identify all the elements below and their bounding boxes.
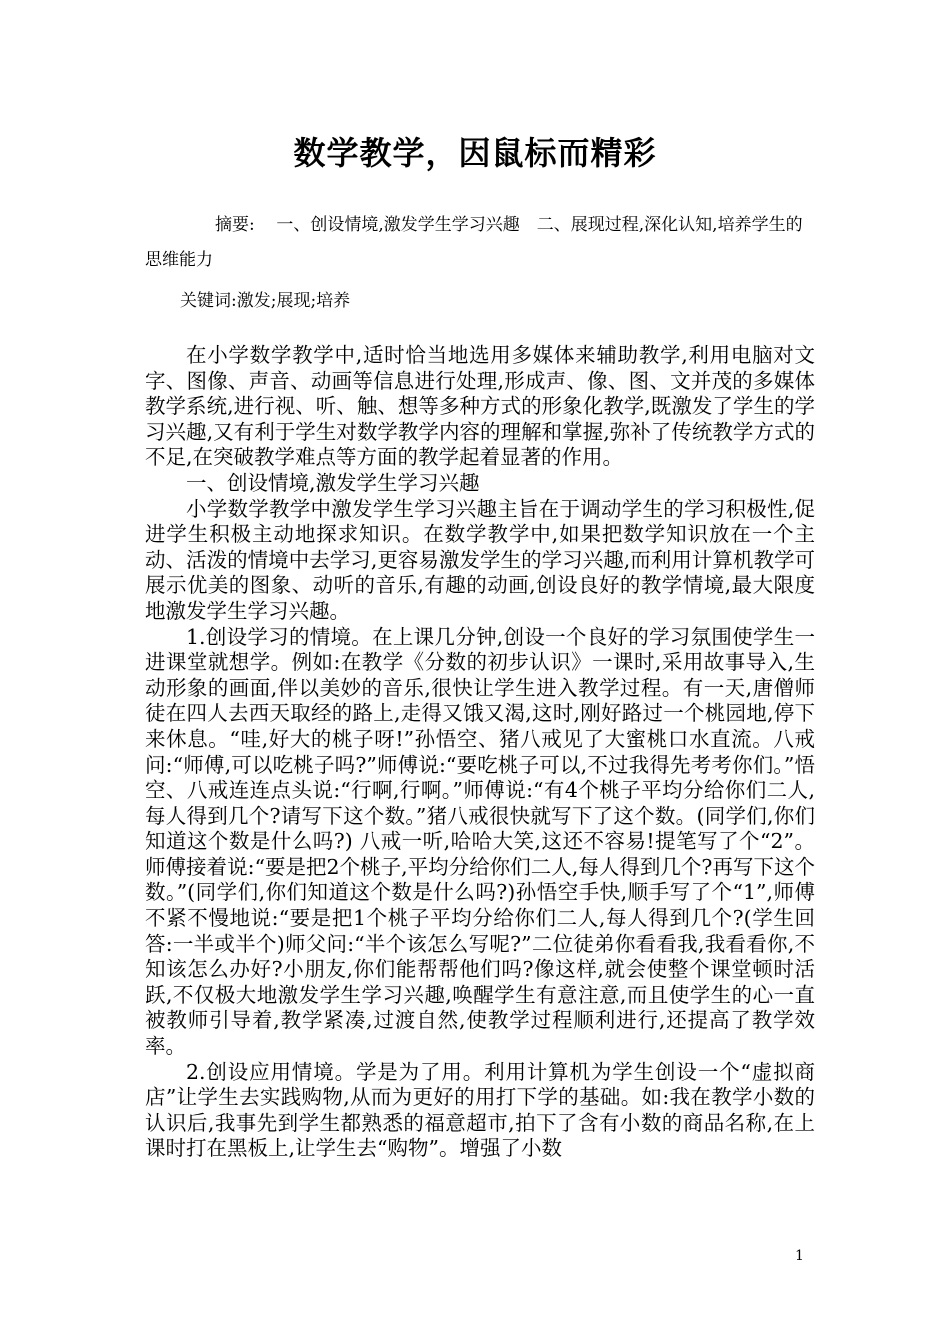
section-heading-1: 一、创设情境,激发学生学习兴趣 xyxy=(186,470,480,495)
paragraph-intro: 在小学数学教学中,适时恰当地选用多媒体来辅助教学,利用电脑对文字、图像、声音、动画等信息进行处理,形成声、像、图、文并茂的多媒体教学系统,进行视、听、触、想等多种方式的形象化教学,既激发了学生的学习兴趣,又有利于学生对数学教学内容的理解和掌握,弥补了传统教学方式的不足,在突破教学难点等方面的教学起着显著的作用。 xyxy=(145,343,815,470)
abstract-label: 摘要: xyxy=(215,215,255,235)
paragraph-item-1: 1.创设学习的情境。在上课几分钟,创设一个良好的学习氛围使学生一进课堂就想学。例如:在教学《分数的初步认识》一课时,采用故事导入,生动形象的画面,伴以美妙的音乐,很快让学生进入教学过程。有一天,唐僧师徒在四人去西天取经的路上,走得又饿又渴,这时,刚好路过一个桃园地,停下来休息。“哇,好大的桃子呀!”孙悟空、猪八戒见了大蜜桃口水直流。八戒问:“师傅,可以吃桃子吗?”师傅说:“要吃桃子可以,不过我得先考考你们。”悟空、八戒连连点头说:“行啊,行啊。”师傅说:“有4个桃子平均分给你们二人,每人得到几个?请写下这个数。”猪八戒很快就写下了这个数。(同学们,你们知道这个数是什么吗?) 八戒一听,哈哈大笑,这还不容易!提笔写了个“2”。师傅接着说:“要是把2个桃子,平均分给你们二人,每人得到几个?再写下这个数。”(同学们,你们知道这个数是什么吗?)孙悟空手快,顺手写了个“1”,师傅不紧不慢地说:“要是把1个桃子平均分给你们二人,每人得到几个?(学生回答:一半或半个)师父问:“半个该怎么写呢?”二位徒弟你看看我,我看看你,不知该怎么办好?小朋友,你们能帮帮他们吗?像这样,就会使整个课堂顿时活跃,不仅极大地激发学生学习兴趣,唤醒学生有意注意,而且使学生的心一直被教师引导着,教学紧凑,过渡自然,使教学过程顺利进行,还提高了教学效率。 xyxy=(145,624,815,1059)
body-text xyxy=(145,343,815,1162)
abstract xyxy=(145,208,810,278)
abstract-text: 一、创设情境,激发学生学习兴趣 二、展现过程,深化认知,培养学生的思维能力 xyxy=(145,215,803,270)
page-number: 1 xyxy=(795,1248,804,1264)
paragraph-section-1: 小学数学教学中激发学生学习兴趣主旨在于调动学生的学习积极性,促进学生积极主动地探求知识。在数学教学中,如果把数学知识放在一个主动、活泼的情境中去学习,更容易激发学生的学习兴趣,而利用计算机教学可展示优美的图象、动听的音乐,有趣的动画,创设良好的教学情境,最大限度地激发学生学习兴趣。 xyxy=(145,496,815,623)
paragraph-item-2: 2.创设应用情境。学是为了用。利用计算机为学生创设一个“虚拟商店”让学生去实践购物,从而为更好的用打下学的基础。如:我在教学小数的认识后,我事先到学生都熟悉的福意超市,拍下了含有小数的商品名称,在上课时打在黑板上,让学生去“购物”。增强了小数 xyxy=(145,1059,815,1161)
document-title: 数学教学，因鼠标而精彩 xyxy=(293,134,657,172)
keywords: 关键词:激发;展现;培养 xyxy=(180,291,351,311)
